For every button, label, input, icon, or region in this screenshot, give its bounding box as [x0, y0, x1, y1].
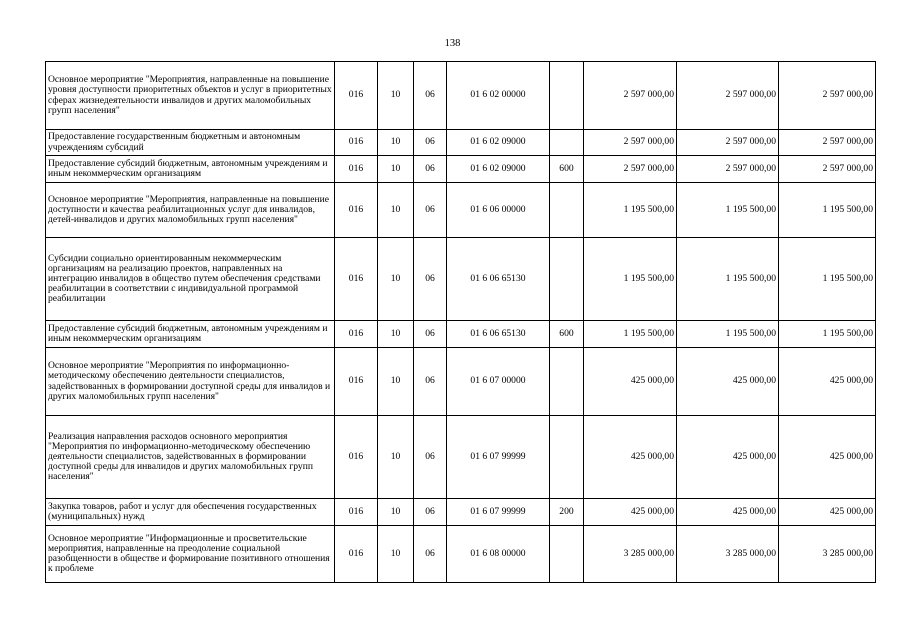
- row-sum-2: 425 000,00: [677, 499, 779, 526]
- row-pr: 06: [414, 499, 447, 526]
- row-vr: [550, 416, 584, 499]
- table-row: [46, 62, 876, 130]
- row-vr: [550, 130, 584, 156]
- row-name: Предоставление государственным бюджетным и автономным учреждениям субсидий: [46, 130, 335, 156]
- table-row: [46, 526, 876, 583]
- row-csr: 01 6 06 65130: [447, 238, 550, 321]
- row-grbs: 016: [335, 238, 378, 321]
- row-sum-2: 2 597 000,00: [677, 62, 779, 130]
- row-pr: 06: [414, 183, 447, 238]
- row-csr: 01 6 06 65130: [447, 321, 550, 348]
- row-pr: 06: [414, 238, 447, 321]
- row-grbs: 016: [335, 321, 378, 348]
- row-grbs: 016: [335, 499, 378, 526]
- row-sum-1: 2 597 000,00: [584, 156, 677, 183]
- row-sum-3: 425 000,00: [779, 348, 876, 416]
- row-pr: 06: [414, 156, 447, 183]
- row-name: Закупка товаров, работ и услуг для обеспечения государственных (муниципальных) нужд: [46, 499, 335, 526]
- row-csr: 01 6 07 00000: [447, 348, 550, 416]
- row-sum-3: 2 597 000,00: [779, 62, 876, 130]
- row-name: Основное мероприятие "Мероприятия, направленные на повышение уровня доступности приоритетных объектов и услуг в приоритетных сферах жизнедеятельности инвалидов и других маломобильных групп населения": [46, 62, 335, 130]
- table-row: [46, 321, 876, 348]
- row-rz: 10: [378, 156, 414, 183]
- row-sum-1: 1 195 500,00: [584, 238, 677, 321]
- row-name: Предоставление субсидий бюджетным, автономным учреждениям и иным некоммерческим организациям: [46, 156, 335, 183]
- row-grbs: 016: [335, 348, 378, 416]
- row-sum-3: 1 195 500,00: [779, 321, 876, 348]
- budget-table: [45, 61, 876, 583]
- row-grbs: 016: [335, 156, 378, 183]
- row-vr: [550, 62, 584, 130]
- row-pr: 06: [414, 130, 447, 156]
- row-name: Субсидии социально ориентированным некоммерческим организациям на реализацию проектов, направленных на интеграцию инвалидов в общество путем обеспечения средствами реабилитации в соответствии с индивидуальной программой реабилитации: [46, 238, 335, 321]
- row-sum-1: 425 000,00: [584, 499, 677, 526]
- row-sum-1: 2 597 000,00: [584, 130, 677, 156]
- row-pr: 06: [414, 416, 447, 499]
- row-vr: [550, 526, 584, 583]
- row-sum-2: 2 597 000,00: [677, 156, 779, 183]
- row-sum-1: 1 195 500,00: [584, 183, 677, 238]
- row-csr: 01 6 02 09000: [447, 156, 550, 183]
- row-name: Реализация направления расходов основного мероприятия "Мероприятия по информационно-методическому обеспечению деятельности специалистов, задействованных в формировании доступной среды для инвалидов и других маломобильных групп населения": [46, 416, 335, 499]
- row-vr: [550, 183, 584, 238]
- row-sum-3: 2 597 000,00: [779, 156, 876, 183]
- row-grbs: 016: [335, 130, 378, 156]
- row-sum-2: 3 285 000,00: [677, 526, 779, 583]
- row-name: Основное мероприятие "Мероприятия по информационно-методическому обеспечению деятельности специалистов, задействованных в формировании доступной среды для инвалидов и других маломобильных групп населения": [46, 348, 335, 416]
- row-rz: 10: [378, 62, 414, 130]
- row-rz: 10: [378, 499, 414, 526]
- row-grbs: 016: [335, 183, 378, 238]
- table-row: [46, 130, 876, 156]
- row-vr: [550, 348, 584, 416]
- row-sum-1: 425 000,00: [584, 416, 677, 499]
- row-sum-3: 3 285 000,00: [779, 526, 876, 583]
- row-sum-3: 2 597 000,00: [779, 130, 876, 156]
- page-number: 138: [444, 38, 461, 49]
- row-pr: 06: [414, 526, 447, 583]
- row-name: Предоставление субсидий бюджетным, автономным учреждениям и иным некоммерческим организациям: [46, 321, 335, 348]
- row-grbs: 016: [335, 526, 378, 583]
- row-rz: 10: [378, 348, 414, 416]
- row-pr: 06: [414, 321, 447, 348]
- table-row: [46, 416, 876, 499]
- row-vr: 600: [550, 321, 584, 348]
- row-sum-3: 1 195 500,00: [779, 238, 876, 321]
- table-row: [46, 183, 876, 238]
- row-sum-3: 425 000,00: [779, 499, 876, 526]
- row-vr: 600: [550, 156, 584, 183]
- row-sum-3: 1 195 500,00: [779, 183, 876, 238]
- row-vr: [550, 238, 584, 321]
- row-sum-2: 2 597 000,00: [677, 130, 779, 156]
- row-sum-2: 1 195 500,00: [677, 321, 779, 348]
- row-vr: 200: [550, 499, 584, 526]
- row-grbs: 016: [335, 62, 378, 130]
- row-sum-1: 3 285 000,00: [584, 526, 677, 583]
- row-sum-2: 425 000,00: [677, 348, 779, 416]
- row-sum-2: 1 195 500,00: [677, 238, 779, 321]
- row-csr: 01 6 06 00000: [447, 183, 550, 238]
- row-name: Основное мероприятие "Информационные и просветительские мероприятия, направленные на преодоление социальной разобщенности в обществе и формирование позитивного отношения к проблеме: [46, 526, 335, 583]
- row-pr: 06: [414, 348, 447, 416]
- row-rz: 10: [378, 183, 414, 238]
- row-sum-3: 425 000,00: [779, 416, 876, 499]
- row-sum-1: 1 195 500,00: [584, 321, 677, 348]
- row-csr: 01 6 07 99999: [447, 416, 550, 499]
- row-rz: 10: [378, 130, 414, 156]
- table-row: [46, 499, 876, 526]
- row-csr: 01 6 02 09000: [447, 130, 550, 156]
- row-rz: 10: [378, 238, 414, 321]
- table-row: [46, 238, 876, 321]
- table-row: [46, 348, 876, 416]
- row-csr: 01 6 08 00000: [447, 526, 550, 583]
- table-row: [46, 156, 876, 183]
- row-name: Основное мероприятие "Мероприятия, направленные на повышение доступности и качества реабилитационных услуг для инвалидов, детей-инвалидов и других маломобильных групп населения": [46, 183, 335, 238]
- row-csr: 01 6 07 99999: [447, 499, 550, 526]
- row-sum-2: 425 000,00: [677, 416, 779, 499]
- row-sum-2: 1 195 500,00: [677, 183, 779, 238]
- budget-table-body: [46, 62, 876, 583]
- row-rz: 10: [378, 416, 414, 499]
- row-sum-1: 425 000,00: [584, 348, 677, 416]
- row-rz: 10: [378, 526, 414, 583]
- row-grbs: 016: [335, 416, 378, 499]
- row-rz: 10: [378, 321, 414, 348]
- row-sum-1: 2 597 000,00: [584, 62, 677, 130]
- row-pr: 06: [414, 62, 447, 130]
- row-csr: 01 6 02 00000: [447, 62, 550, 130]
